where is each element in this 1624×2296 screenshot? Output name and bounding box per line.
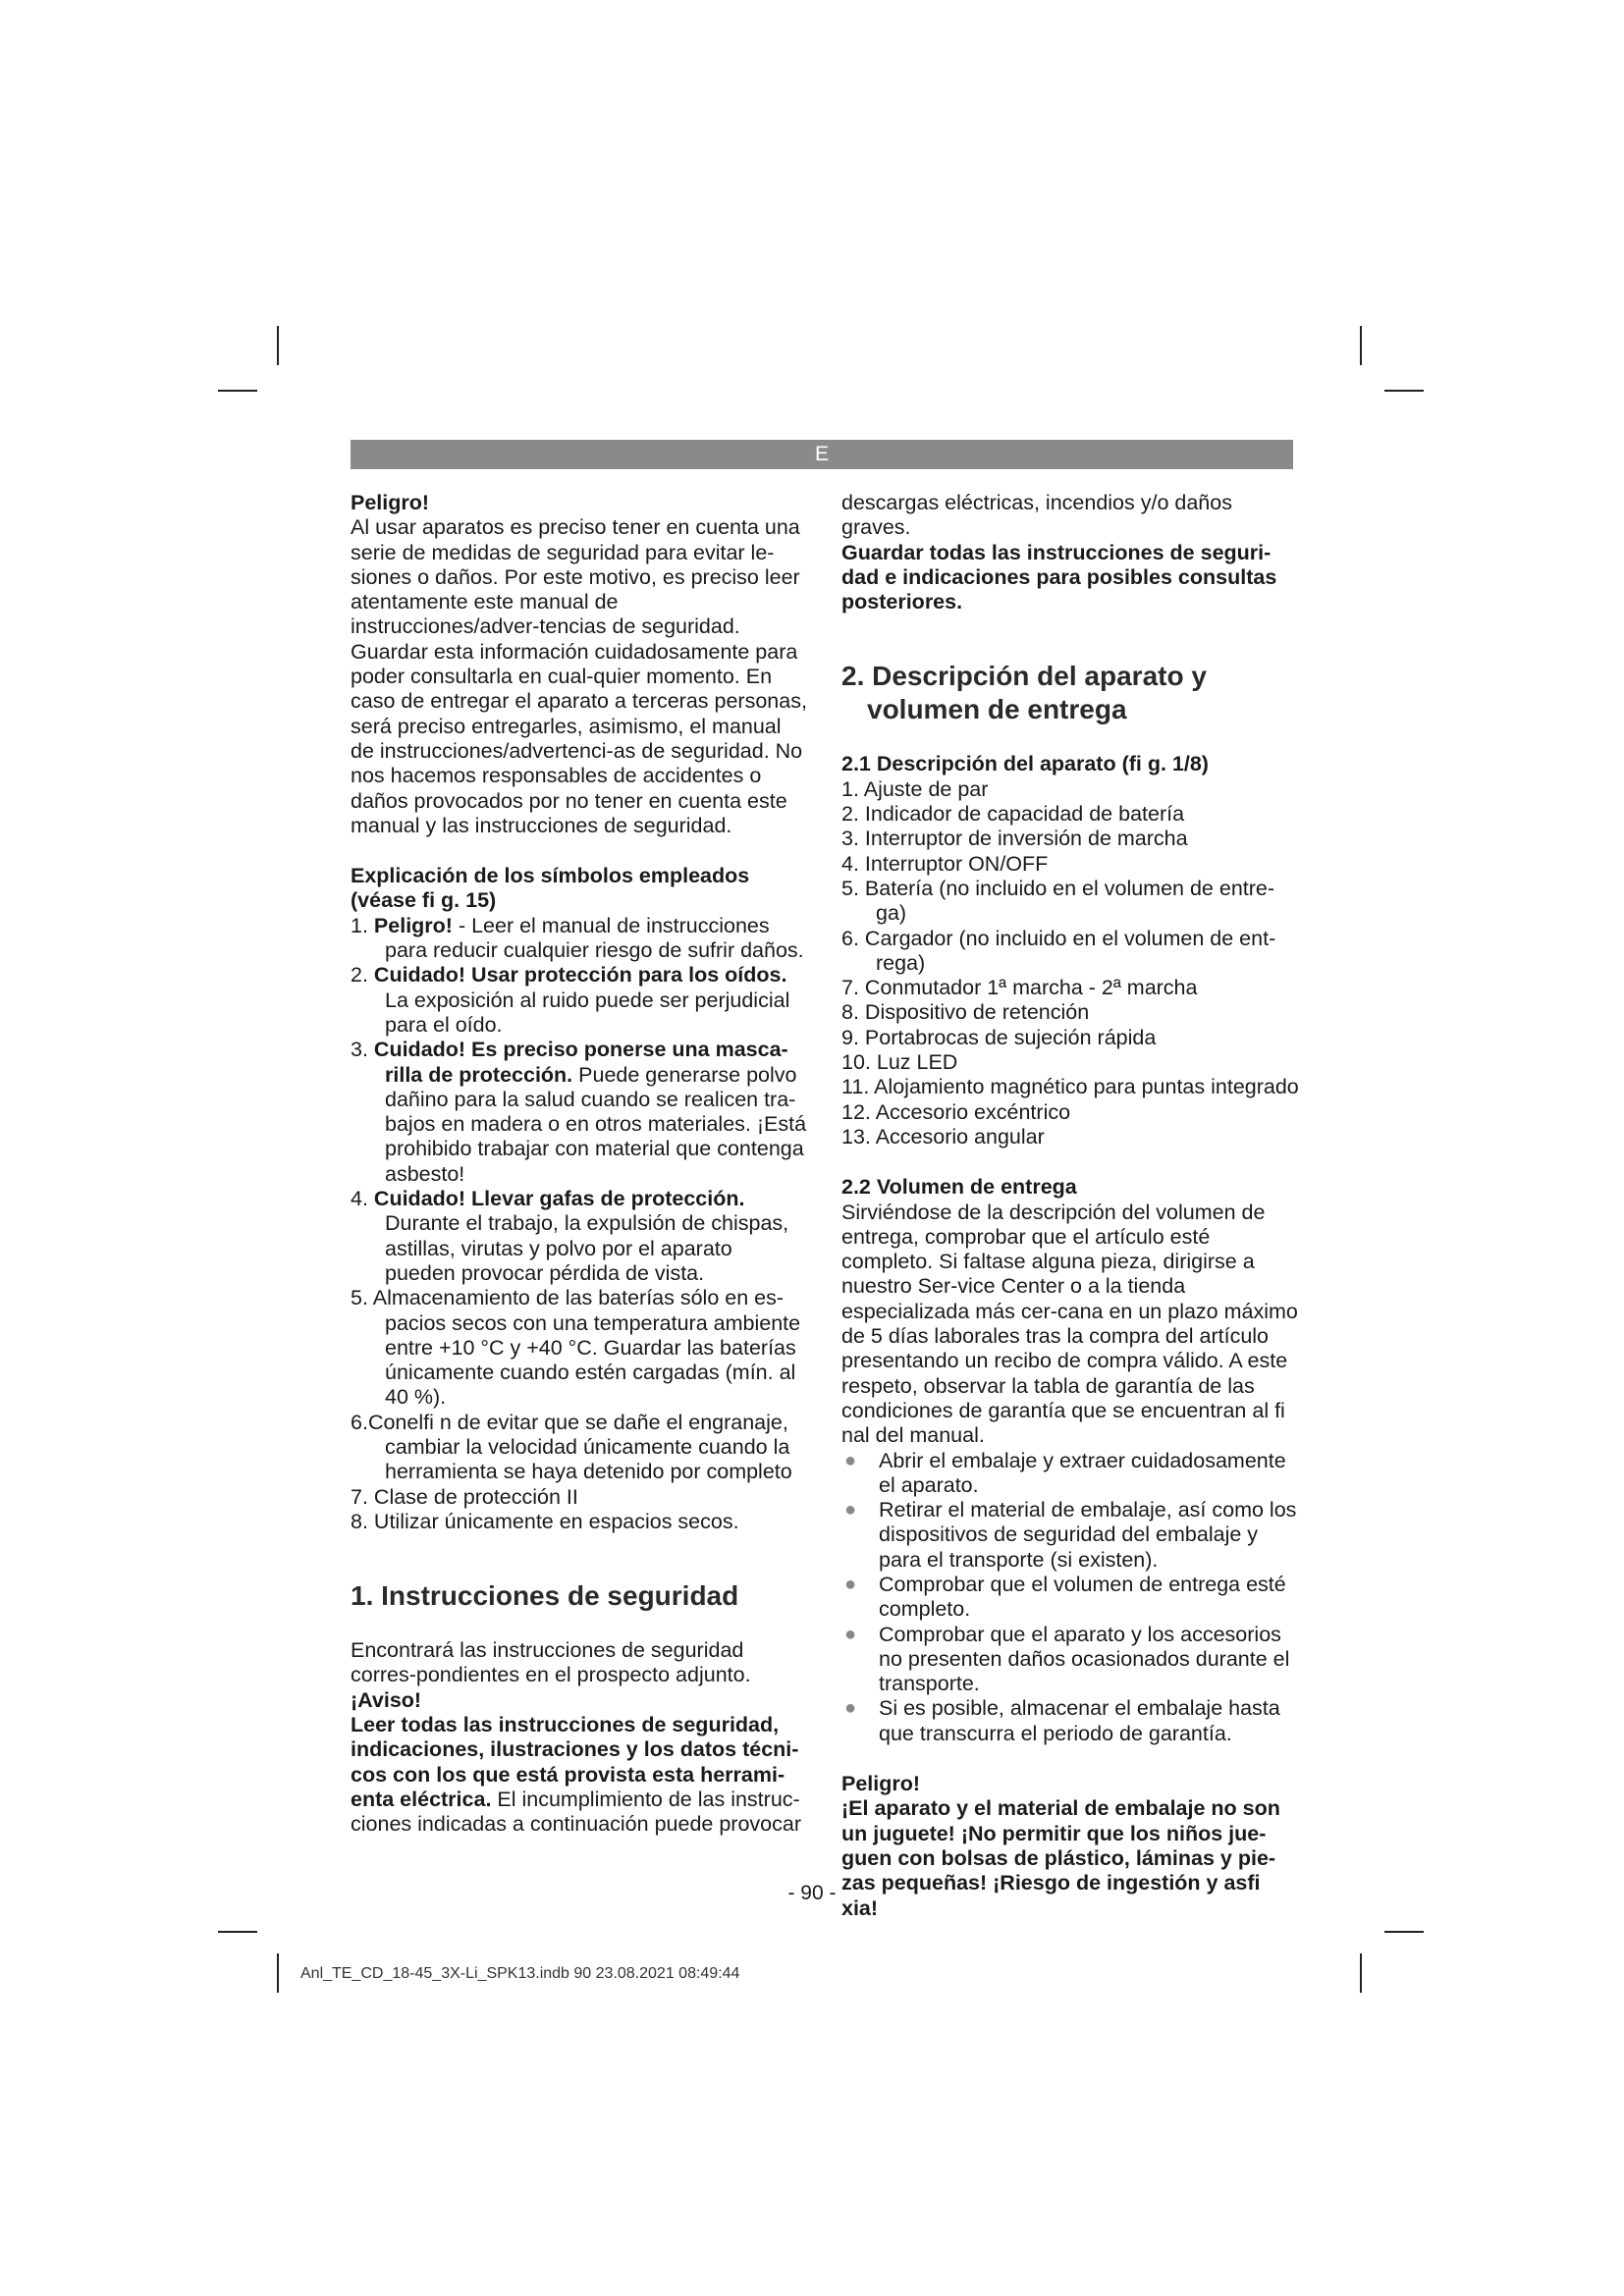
crop-mark [1384,390,1424,392]
checklist-item: ● Comprobar que el volumen de entrega esté completo. [844,1572,1286,1622]
crop-mark [277,326,279,365]
part-item: 1. Ajuste de par [841,776,989,801]
print-imprint: Anl_TE_CD_18-45_3X-Li_SPK13.indb 90 23.08.2021 08:49:44 [300,1965,740,1982]
symbol-item: 3. Cuidado! Es preciso ponerse una masca-rilla de protección. Puede generarse polvo dañino para la salud cuando se realicen tra-bajos en madera o en otros materiales. ¡Está prohibido trabajar con material que contenga asbesto! [351,1038,807,1186]
checklist-item: ● Abrir el embalaje y extraer cuidadosamente el aparato. [844,1448,1286,1497]
symbols-list [351,914,807,1534]
checklist-item: ● Comprobar que el aparato y los accesorios no presenten daños ocasionados durante el transporte. [844,1622,1290,1696]
subsection-2-2-heading: 2.2 Volumen de entrega [841,1175,1077,1200]
symbol-item: 2. Cuidado! Usar protección para los oídos. La exposición al ruido puede ser perjudicial para el oído. [351,963,790,1037]
part-item: 13. Accesorio angular [841,1124,1045,1148]
part-item: 10. Luz LED [841,1050,958,1075]
part-item: 11. Alojamiento magnético para puntas integrado [841,1075,1299,1099]
part-item: 12. Accesorio excéntrico [841,1099,1071,1124]
danger-title: Peligro! [351,491,430,514]
bullet-icon: ● [844,1499,857,1522]
danger-2-warning: ¡El aparato y el material de embalaje no son un juguete! ¡No permitir que los niños jue-guen con bolsas de plástico, láminas y pie-zas pequeñas! ¡Riesgo de ingestión y asfi xia! [841,1796,1280,1920]
aviso-paragraph: Leer todas las instrucciones de seguridad, indicaciones, ilustraciones y los datos técni-cos con los que está provista esta herrami-enta eléctrica. El incumplimiento de las instruc-ciones indicadas a continuación puede provocar [351,1713,801,1837]
symbol-item: 7. Clase de protección II [351,1484,578,1509]
symbol-item: 5. Almacenamiento de las baterías sólo en es-pacios secos con una temperatura ambiente entre +10 °C y +40 °C. Guardar las baterías únicamente cuando estén cargadas (mín. al 40 %). [351,1286,801,1410]
delivery-checklist [841,1449,1299,1747]
crop-mark [1360,326,1362,365]
bullet-icon: ● [844,1697,857,1720]
language-header-bar [351,440,1293,469]
aviso-title: ¡Aviso! [351,1687,422,1712]
danger-2-title: Peligro! [841,1772,921,1796]
section-1-paragraph: Encontrará las instrucciones de seguridad corres-pondientes en el prospecto adjunto. [351,1638,751,1687]
parts-list [841,777,1299,1149]
crop-mark [1360,1953,1362,1993]
continued-paragraph: descargas eléctricas, incendios y/o daños graves. [841,491,1232,540]
bullet-icon: ● [844,1573,857,1595]
symbol-item: 1. Peligro! - Leer el manual de instrucciones para reducir cualquier riesgo de sufrir daños. [351,913,804,963]
right-column [841,491,1299,1921]
part-item: 3. Interruptor de inversión de marcha [841,827,1188,851]
crop-mark [218,390,257,392]
part-item: 8. Dispositivo de retención [841,1000,1090,1025]
symbol-item: 8. Utilizar únicamente en espacios secos. [351,1509,739,1533]
part-item: 9. Portabrocas de sujeción rápida [841,1025,1157,1049]
symbol-item: 6.Conelfi n de evitar que se dañe el engranaje, cambiar la velocidad únicamente cuando la herramienta se haya detenido por completo [351,1410,792,1484]
delivery-paragraph: Sirviéndose de la descripción del volumen de entrega, comprobar que el artículo esté completo. Si faltase alguna pieza, dirigirse a nuestro Ser-vice Center o a la tienda especializada más cer-cana en un plazo máximo de 5 días laborales tras la compra del artículo presentando un recibo de compra válido. A este respeto, observar la tabla de garantía de las condiciones de garantía que se encuentran al fi nal del manual. [841,1200,1298,1448]
part-item: 6. Cargador (no incluido en el volumen de ent-rega) [841,926,1276,975]
checklist-item: ● Retirar el material de embalaje, así como los dispositivos de seguridad del embalaje y para el transporte (si existen). [844,1498,1297,1572]
danger-paragraph: Al usar aparatos es preciso tener en cuenta una serie de medidas de seguridad para evitar le-siones o daños. Por este motivo, es preciso leer atentamente este manual de instrucciones/adver-tencias de seguridad. Guardar esta información cuidadosamente para poder consultarla en cual-quier momento. En caso de entregar el aparato a terceras personas, será preciso entregarles, asimismo, el manual de instrucciones/advertenci-as de seguridad. No nos hacemos responsables de accidentes o daños provocados por no tener en cuenta este manual y las instrucciones de seguridad. [351,515,807,837]
symbol-item: 4. Cuidado! Llevar gafas de protección. Durante el trabajo, la expulsión de chispas, astillas, virutas y polvo por el aparato pueden provocar pérdida de vista. [351,1187,789,1285]
left-column [351,491,807,1838]
page-number: - 90 - [787,1882,837,1904]
part-item: 5. Batería (no incluido en el volumen de entre-ga) [841,876,1275,926]
checklist-item: ● Si es posible, almacenar el embalaje hasta que transcurra el periodo de garantía. [844,1696,1280,1745]
section-1-heading: 1. Instrucciones de seguridad [351,1580,739,1612]
bullet-icon: ● [844,1449,857,1471]
crop-mark [218,1931,257,1933]
language-label: E [814,443,829,465]
keep-instructions-note: Guardar todas las instrucciones de seguri-dad e indicaciones para posibles consultas posteriores. [841,540,1277,614]
crop-mark [1384,1931,1424,1933]
crop-mark [277,1953,279,1993]
section-2-heading: 2. Descripción del aparato y volumen de entrega [841,661,1207,725]
part-item: 7. Conmutador 1ª marcha - 2ª marcha [841,976,1198,1000]
subsection-2-1-heading: 2.1 Descripción del aparato (fi g. 1/8) [841,752,1209,776]
symbols-title: Explicación de los símbolos empleados (véase fi g. 15) [351,864,750,913]
bullet-icon: ● [844,1623,857,1645]
part-item: 2. Indicador de capacidad de batería [841,802,1185,827]
part-item: 4. Interruptor ON/OFF [841,851,1049,876]
